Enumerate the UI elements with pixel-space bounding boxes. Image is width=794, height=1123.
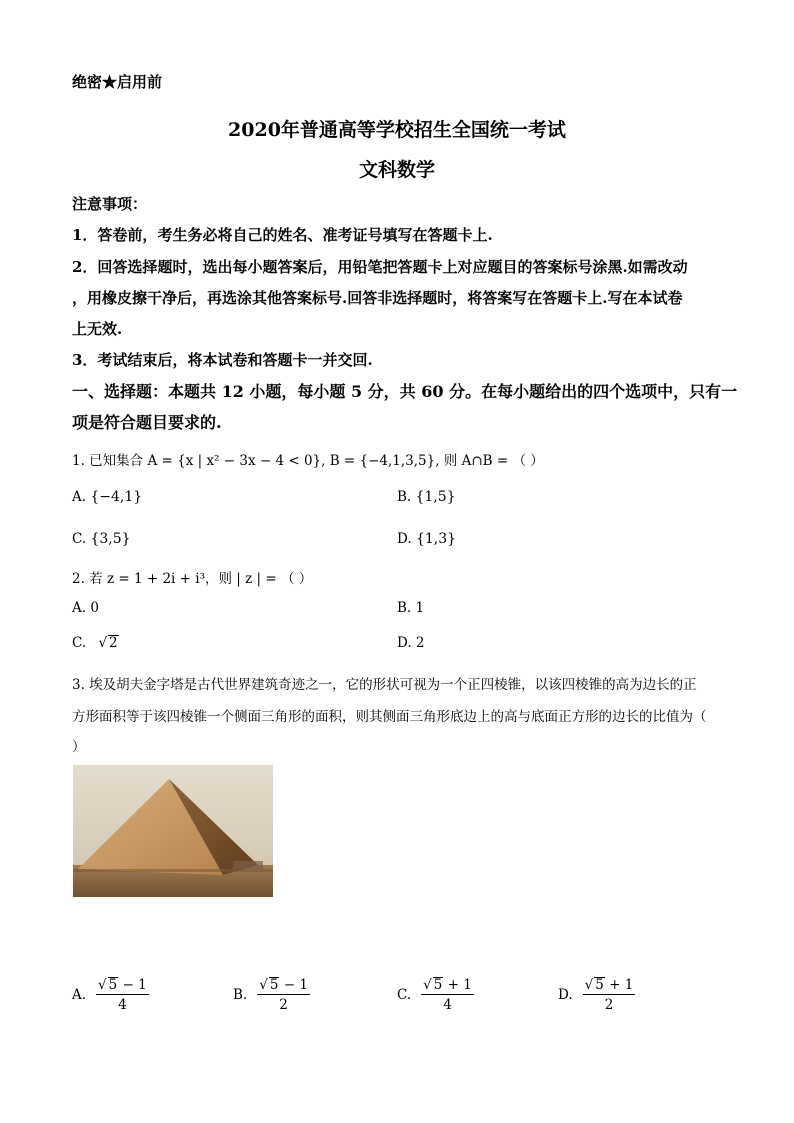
sqrt-sign-icon: √ xyxy=(98,635,108,651)
q1-option-c[interactable] xyxy=(72,531,131,547)
numerator-rest: + 1 xyxy=(443,977,472,993)
fraction-numerator xyxy=(421,976,474,995)
fraction-denominator: 2 xyxy=(279,997,288,1013)
fraction-denominator: 4 xyxy=(443,997,452,1013)
option-value: {−4,1} xyxy=(90,489,143,505)
question-3-line3: ） xyxy=(72,739,86,755)
radicand: 5 xyxy=(595,977,604,993)
notice-item-1: 1．答卷前，考生务必将自己的姓名、准考证号填写在答题卡上. xyxy=(72,226,493,244)
question-3-line1: 3. 埃及胡夫金字塔是古代世界建筑奇迹之一，它的形状可视为一个正四棱锥，以该四棱锥的高为边长的正 xyxy=(72,677,697,693)
option-label: D. xyxy=(558,987,573,1003)
numerator-rest: − 1 xyxy=(279,977,308,993)
notice-item-2-line2: ，用橡皮擦干净后，再选涂其他答案标号.回答非选择题时，将答案写在答题卡上.写在本试卷 xyxy=(72,289,683,307)
sqrt-sign-icon: √ xyxy=(98,977,107,993)
fraction-numerator xyxy=(583,976,636,995)
q2-option-d[interactable]: D. 2 xyxy=(397,635,425,651)
fraction-denominator: 2 xyxy=(604,997,614,1013)
notice-item-2-line3: 上无效. xyxy=(72,320,123,338)
notice-heading: 注意事项： xyxy=(72,195,148,213)
q1-option-a[interactable] xyxy=(72,489,142,505)
option-value: {1,5} xyxy=(415,489,456,505)
option-label: C. xyxy=(72,635,87,651)
numerator-rest: − 1 xyxy=(118,977,147,993)
section-heading-line1: 一、选择题：本题共 12 小题，每小题 5 分，共 60 分。在每小题给出的四个选项中，只有一 xyxy=(72,382,738,401)
q2-option-c[interactable] xyxy=(72,635,119,651)
q2-option-b[interactable]: B. 1 xyxy=(397,600,425,616)
q3-option-a[interactable] xyxy=(72,976,149,1015)
question-3-line2: 方形面积等于该四棱锥一个侧面三角形的面积，则其侧面三角形底边上的高与底面正方形的边长的比值为（ xyxy=(72,709,707,725)
q2-option-a[interactable]: A. 0 xyxy=(72,600,99,616)
notice-item-2-line1: 2．回答选择题时，选出每小题答案后，用铅笔把答题卡上对应题目的答案标号涂黑.如需改动 xyxy=(72,258,688,276)
fraction xyxy=(257,976,310,1015)
pyramid-photo xyxy=(73,765,273,897)
fraction xyxy=(421,976,474,1015)
q3-option-c[interactable] xyxy=(397,976,474,1015)
fraction xyxy=(583,976,636,1015)
option-label: A. xyxy=(72,489,87,505)
sqrt-sign-icon: √ xyxy=(259,977,268,993)
exam-subject: 文科数学 xyxy=(358,159,435,181)
option-label: A. xyxy=(72,987,87,1003)
option-value: {3,5} xyxy=(90,531,131,547)
option-value: {1,3} xyxy=(415,531,457,547)
fraction-numerator xyxy=(257,976,310,995)
radicand: 5 xyxy=(433,977,443,993)
fraction xyxy=(96,976,149,1015)
q1-option-b[interactable] xyxy=(397,489,456,505)
section-heading-line2: 项是符合题目要求的. xyxy=(72,413,222,432)
option-label: C. xyxy=(72,531,87,547)
q3-option-d[interactable] xyxy=(558,976,635,1015)
question-1-stem: 1. 已知集合 A = {x | x² − 3x − 4 < 0}, B = {−4,1,3,5}, 则 A∩B = （ ） xyxy=(72,453,544,469)
option-label: C. xyxy=(397,987,412,1003)
confidential-label: 绝密★启用前 xyxy=(72,73,163,91)
sqrt-sign-icon: √ xyxy=(423,977,432,993)
fraction-numerator xyxy=(96,976,149,995)
q3-option-b[interactable] xyxy=(233,976,310,1015)
question-2-stem: 2. 若 z = 1 + 2i + i³，则 | z | = （ ） xyxy=(72,571,313,587)
exam-title: 2020年普通高等学校招生全国统一考试 xyxy=(228,119,566,141)
option-label: B. xyxy=(233,987,248,1003)
option-label: B. xyxy=(397,489,412,505)
radicand: 5 xyxy=(108,977,118,993)
option-label: D. xyxy=(397,531,412,547)
radicand: 5 xyxy=(269,977,279,993)
radicand: 2 xyxy=(109,635,118,651)
q1-option-d[interactable] xyxy=(397,531,456,547)
fraction-denominator: 4 xyxy=(118,997,127,1013)
numerator-rest: + 1 xyxy=(604,977,634,993)
notice-item-3: 3．考试结束后，将本试卷和答题卡一并交回. xyxy=(72,351,373,369)
sqrt-sign-icon: √ xyxy=(584,977,594,993)
